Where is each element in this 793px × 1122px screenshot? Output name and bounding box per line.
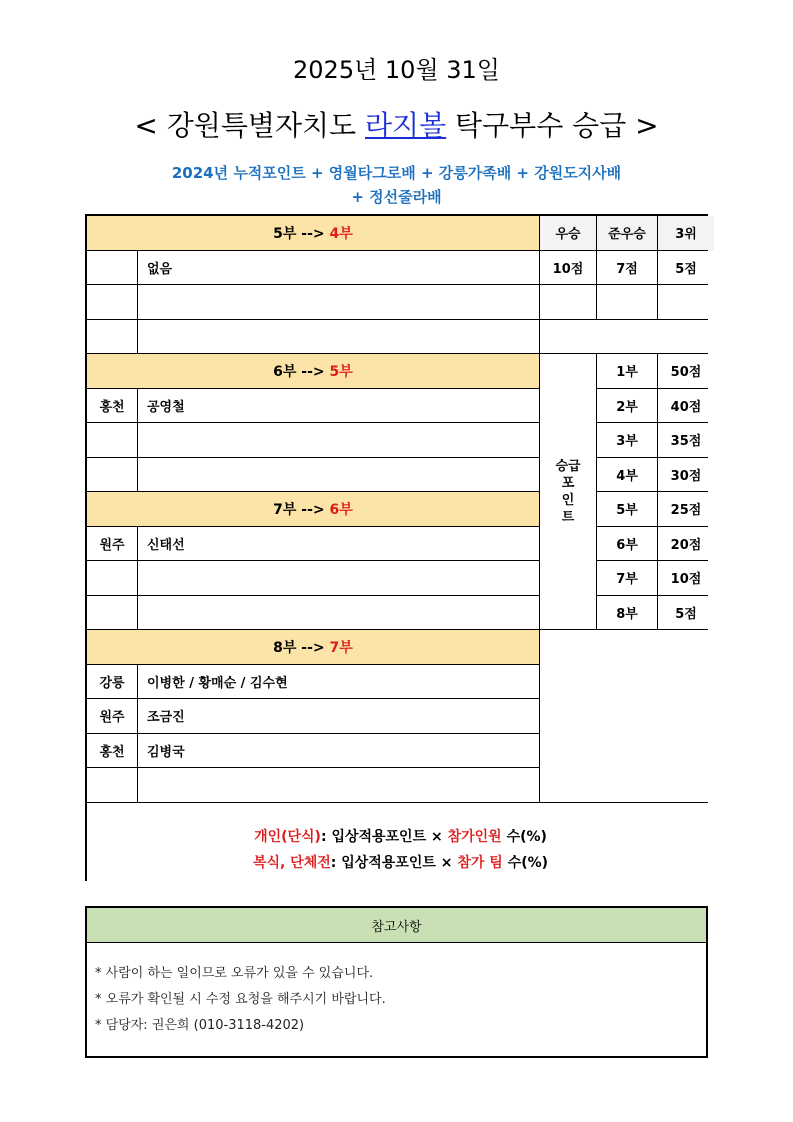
- points-value: 40점: [658, 389, 714, 423]
- names-cell: 이병한 / 황매순 / 김수현: [138, 665, 539, 699]
- formula-line-singles: 개인(단식): 입상적용포인트 × 참가인원 수(%): [254, 828, 547, 845]
- title-suffix: 탁구부수 승급 >: [446, 109, 659, 142]
- points-value: 50점: [658, 354, 714, 388]
- subtitle-line-1: 2024년 누적포인트 + 영월타그로배 + 강릉가족배 + 강원도지사배: [171, 164, 622, 182]
- prize-points-third: 5점: [658, 251, 714, 285]
- names-cell: [138, 285, 539, 319]
- location-cell: 원주: [87, 527, 137, 561]
- empty-cell: [540, 630, 714, 802]
- names-cell: [138, 561, 539, 595]
- notes-box: [85, 906, 708, 1058]
- location-cell: [87, 458, 137, 492]
- location-cell: 홍천: [87, 734, 137, 768]
- names-cell: 김병국: [138, 734, 539, 768]
- empty-cell: [540, 285, 596, 319]
- title-prefix: < 강원특별자치도: [134, 109, 365, 142]
- empty-cell: [540, 320, 714, 354]
- promotion-table: [85, 214, 708, 881]
- names-cell: 조금진: [138, 699, 539, 733]
- note-item: * 오류가 확인될 시 수정 요청을 해주시기 바랍니다.: [95, 992, 386, 1007]
- points-division: 5부: [597, 492, 657, 526]
- formula-line-doubles: 복식, 단체전: 입상적용포인트 × 참가 팀 수(%): [252, 854, 549, 871]
- notes-header: 참고사항: [87, 908, 706, 943]
- prize-header-first: 우승: [540, 216, 596, 250]
- names-cell: 공영철: [138, 389, 539, 423]
- names-cell: [138, 596, 539, 630]
- title-highlight: 라지볼: [365, 109, 447, 142]
- points-value: 30점: [658, 458, 714, 492]
- points-formula: [87, 803, 714, 898]
- points-value: 5점: [658, 596, 714, 630]
- points-division: 2부: [597, 389, 657, 423]
- location-cell: 원주: [87, 699, 137, 733]
- prize-points-second: 7점: [597, 251, 657, 285]
- location-cell: [87, 768, 137, 802]
- promotion-points-label: 승급 포 인 트: [540, 354, 596, 629]
- points-value: 10점: [658, 561, 714, 595]
- points-division: 6부: [597, 527, 657, 561]
- location-cell: [87, 423, 137, 457]
- location-cell: 홍천: [87, 389, 137, 423]
- names-cell: 없음: [138, 251, 539, 285]
- section-header: 6부 --> 5부: [87, 354, 539, 388]
- points-division: 1부: [597, 354, 657, 388]
- names-cell: [138, 768, 539, 802]
- location-cell: [87, 320, 137, 354]
- names-cell: 신태선: [138, 527, 539, 561]
- note-item: * 사람이 하는 일이므로 오류가 있을 수 있습니다.: [95, 966, 374, 981]
- prize-header-second: 준우승: [597, 216, 657, 250]
- location-cell: [87, 251, 137, 285]
- names-cell: [138, 458, 539, 492]
- notes-list: [87, 943, 706, 1039]
- note-item: * 담당자: 권은희 (010-3118-4202): [95, 1018, 305, 1033]
- names-cell: [138, 423, 539, 457]
- location-cell: [87, 285, 137, 319]
- points-value: 20점: [658, 527, 714, 561]
- points-division: 7부: [597, 561, 657, 595]
- subtitle-line-2: + 정선줄라배: [351, 188, 442, 206]
- points-division: 8부: [597, 596, 657, 630]
- section-header: 7부 --> 6부: [87, 492, 539, 526]
- points-division: 3부: [597, 423, 657, 457]
- location-cell: [87, 561, 137, 595]
- points-division: 4부: [597, 458, 657, 492]
- prize-points-first: 10점: [540, 251, 596, 285]
- names-cell: [138, 320, 539, 354]
- points-value: 35점: [658, 423, 714, 457]
- document-date: 2025년 10월 31일: [293, 56, 500, 84]
- empty-cell: [597, 285, 657, 319]
- section-header: 8부 --> 7부: [87, 630, 539, 664]
- location-cell: [87, 596, 137, 630]
- section-header: 5부 --> 4부: [87, 216, 539, 250]
- prize-header-third: 3위: [658, 216, 714, 250]
- location-cell: 강릉: [87, 665, 137, 699]
- points-value: 25점: [658, 492, 714, 526]
- document-title: [0, 104, 793, 144]
- empty-cell: [658, 285, 714, 319]
